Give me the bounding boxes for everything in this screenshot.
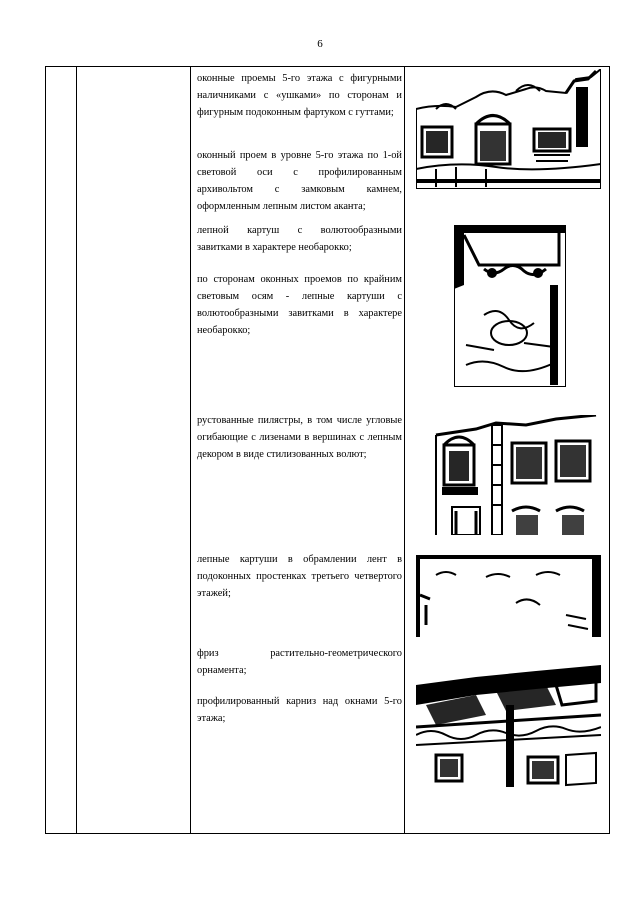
- window-cartouches-photo: [416, 555, 601, 637]
- entry-text: фриз растительно-геометрического орнамента;: [197, 648, 402, 676]
- entry-text: рустованные пилястры, в том числе угловые огибающие с лизенами в вершинах с лепным декором в виде стилизованных волют;: [197, 415, 402, 460]
- entry-text: профилированный карниз над окнами 5-го этажа;: [197, 696, 402, 724]
- cartouche-detail-photo: [454, 225, 566, 387]
- pilasters-facade-photo: [416, 415, 601, 535]
- heritage-table: [45, 66, 610, 834]
- page-number: 6: [317, 38, 323, 50]
- entry-text: по сторонам оконных проемов по крайним световым осям - лепные картуши с волютообразными завитками в характере необарокко;: [197, 274, 402, 336]
- entry-text: оконный проем в уровне 5-го этажа по 1-ой световой оси с профилированным архивольтом с замковым камнем, оформленным лепным листом аканта;: [197, 150, 402, 212]
- entry-text: оконные проемы 5-го этажа с фигурными наличниками с «ушками» по сторонам и фигурным подоконным фартуком с гуттами;: [197, 73, 402, 118]
- column-divider-3: [404, 67, 405, 833]
- entry-text: лепной картуш с волютообразными завитками в характере необарокко;: [197, 225, 402, 253]
- column-divider-1: [76, 67, 77, 833]
- facade-top-windows-photo: [416, 69, 601, 189]
- entry-text: лепные картуши в обрамлении лент в подоконных простенках третьего четвертого этажей;: [197, 554, 402, 599]
- cornice-frieze-photo: [416, 665, 601, 787]
- column-divider-2: [190, 67, 191, 833]
